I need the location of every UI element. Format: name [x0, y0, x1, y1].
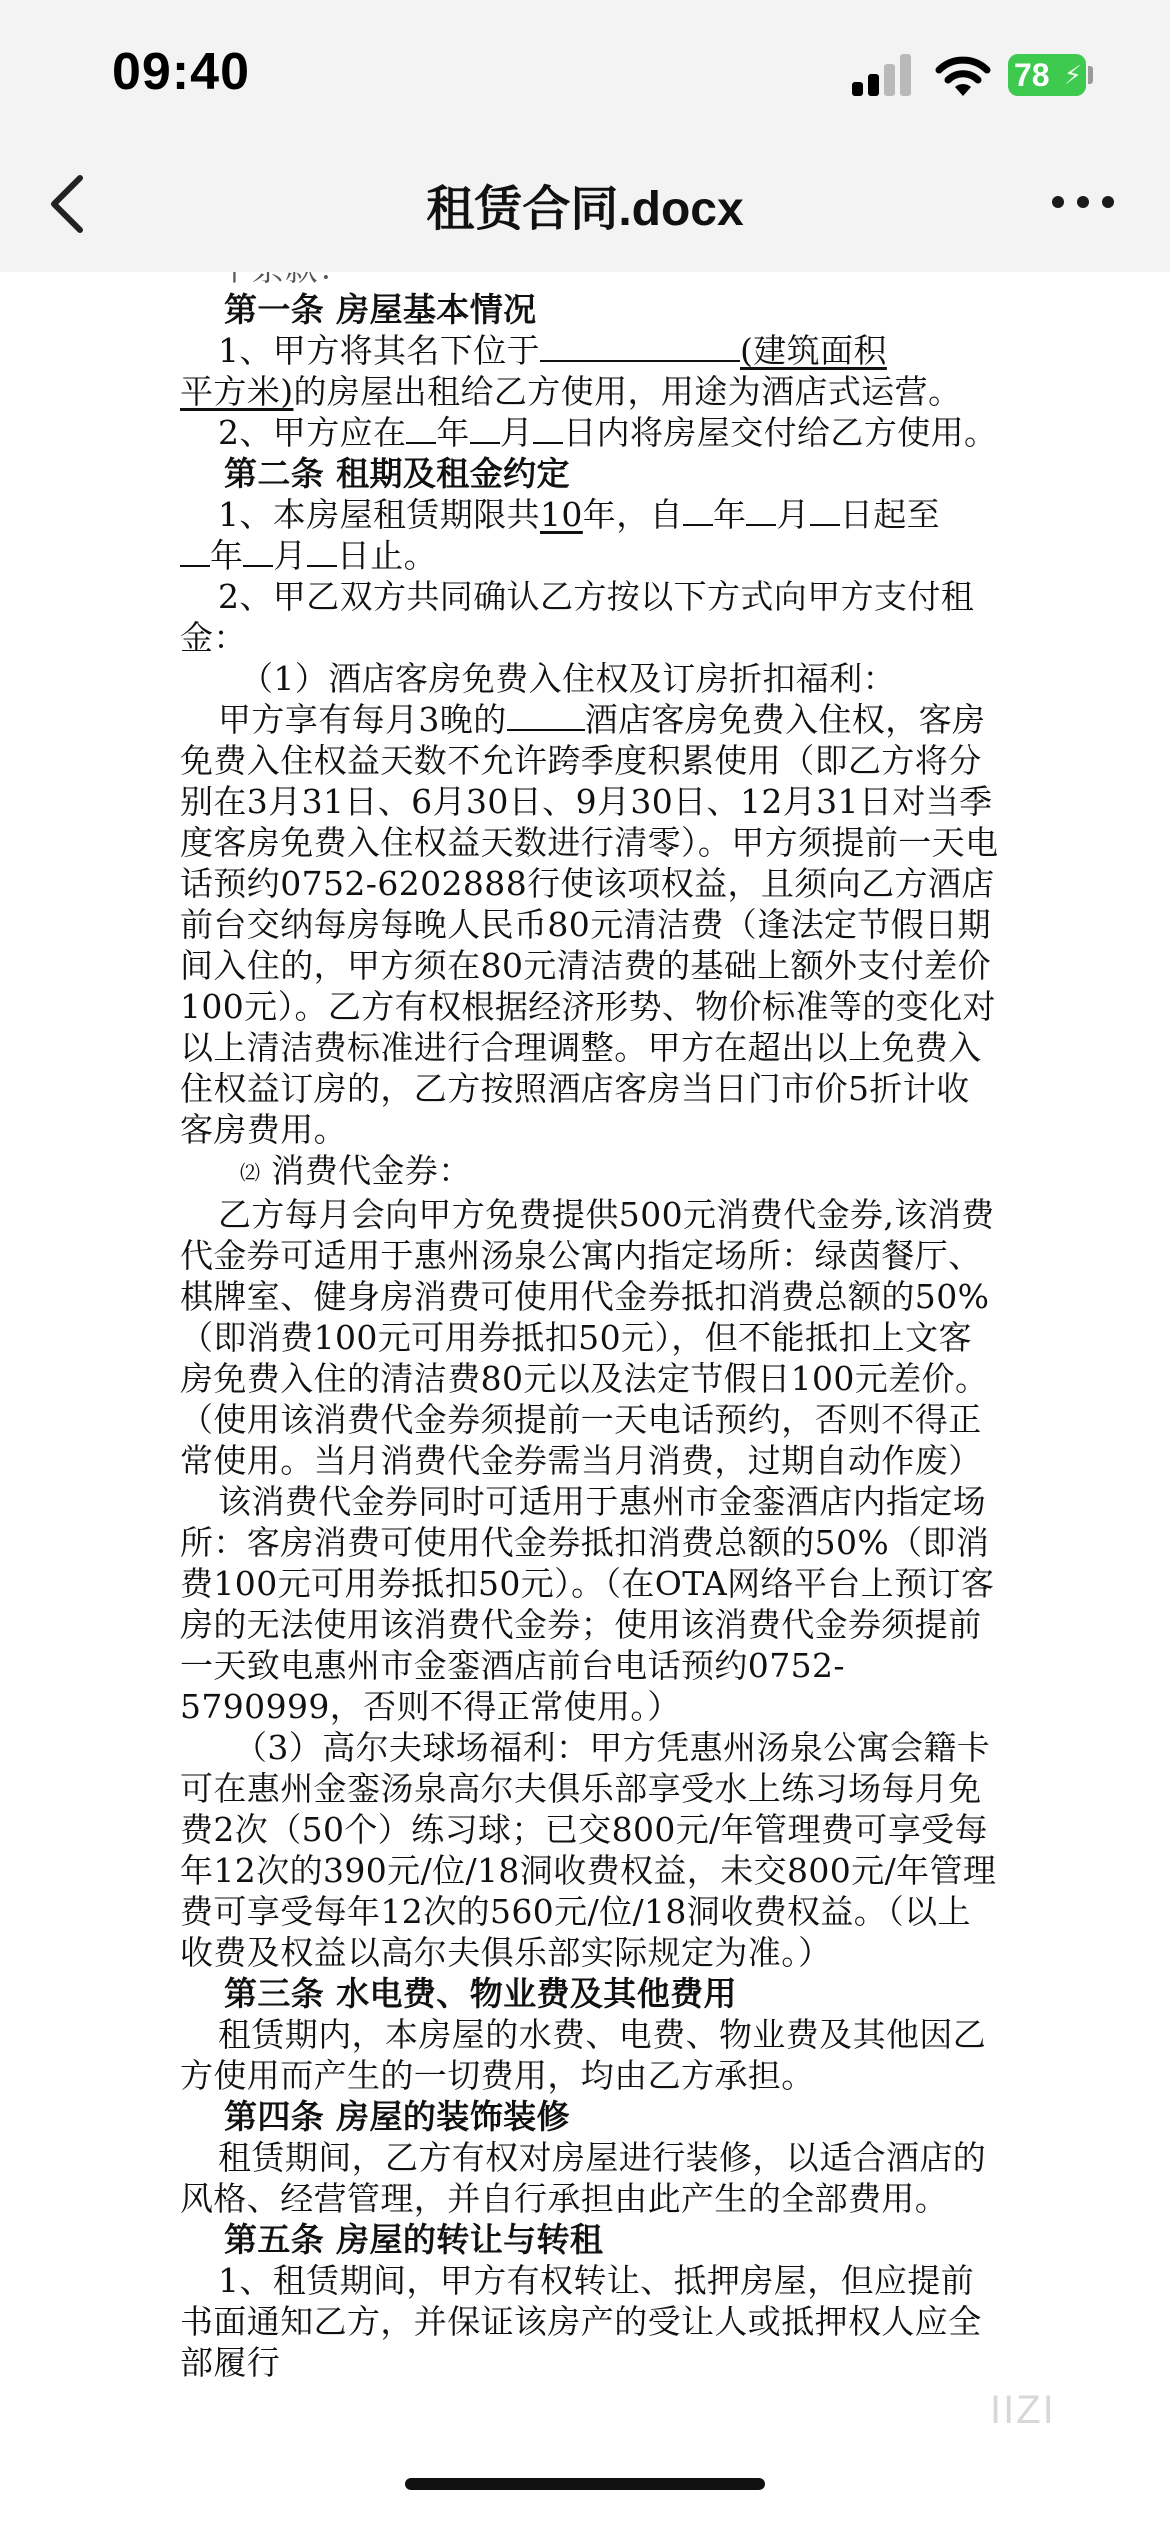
status-time: 09:40: [112, 43, 250, 101]
article1-clause2: 2、甲方应在 年 月 日内将房屋交付给乙方使用。: [218, 413, 998, 452]
article1-heading: 第一条 房屋基本情况: [224, 290, 537, 329]
article2-clause1: 1、本房屋租赁期限共10年，自 年 月 日起至 年 月 日止。: [180, 494, 1000, 576]
benefit2-title: ⑵ 消费代金券：: [240, 1151, 472, 1190]
article4-heading: 第四条 房屋的装饰装修: [224, 2096, 570, 2136]
charging-bolt-icon: ⚡: [1063, 60, 1082, 90]
benefit1-body: 甲方享有每月3晚的 酒店客房免费入住权，客房免费入住权益天数不允许跨季度积累使用（即乙方将分别在3月31日、6月30日、9月30日、12月31日对当季度客房免费入住权益天数进行清零）。甲方须提前一天电话预约0752-6202888行使该项权益，且须向乙方酒店前台交纳每房每晚人民币80元清洁费（逢法定节假日期间入住的，甲方须在80元清洁费的基础上额外支付差价100元）。乙方有权根据经济形势、物价标准等的变化对以上清洁费标准进行合理调整。甲方在超出以上免费入住权益订房的，乙方按照酒店客房当日门市价5折计收客房费用。: [180, 700, 999, 1149]
signal-icon: [852, 52, 912, 96]
article2-clause2: 2、甲乙双方共同确认乙方按以下方式向甲方支付租金：: [180, 577, 975, 657]
watermark: IIZI: [990, 2388, 1056, 2432]
benefit2-body2: 该消费代金券同时可适用于惠州市金銮酒店内指定场所：客房消费可使用代金券抵扣消费总额的50%（即消费100元可用券抵扣50元）。（在OTA网络平台上预订客房的无法使用该消费代金券；使用该消费代金券须提前一天致电惠州市金銮酒店前台电话预约0752-5790999，否则不得正常使用。）: [180, 1481, 995, 1726]
article5-heading: 第五条 房屋的转让与转租: [224, 2219, 604, 2259]
article4-body: 租赁期间，乙方有权对房屋进行装修，以适合酒店的风格、经营管理，并自行承担由此产生的全部费用。: [180, 2137, 987, 2218]
document-body: [180, 248, 1000, 2383]
home-indicator[interactable]: [405, 2478, 765, 2490]
top-bar: [0, 0, 1170, 272]
benefit3-body: （3）高尔夫球场福利：甲方凭惠州汤泉公寓会籍卡可在惠州金銮汤泉高尔夫俱乐部享受水上练习场每月免费2次（50个）练习球；已交800元/年管理费可享受每年12次的390元/位/18洞收费权益，未交800元/年管理费可享受每年12次的560元/位/18洞收费权益。（以上收费及权益以高尔夫俱乐部实际规定为准。）: [180, 1727, 997, 1972]
battery-icon: [1008, 54, 1086, 96]
more-horizontal-icon[interactable]: [1052, 196, 1116, 210]
article2-heading: 第二条 租期及租金约定: [224, 454, 570, 493]
document-title: 租赁合同.docx: [426, 183, 744, 236]
battery-level: 78: [1014, 57, 1050, 93]
article1-clause1: 1、甲方将其名下位于 (建筑面积 平方米)的房屋出租给乙方使用，用途为酒店式运营。: [180, 331, 962, 411]
article3-heading: 第三条 水电费、物业费及其他费用: [224, 1973, 737, 2013]
battery-cap: [1088, 66, 1093, 84]
benefit2-body1: 乙方每月会向甲方免费提供500元消费代金券,该消费代金券可适用于惠州汤泉公寓内指定场所：绿茵餐厅、棋牌室、健身房消费可使用代金券抵扣消费总额的50%（即消费100元可用券抵扣50元），但不能抵扣上文客房免费入住的清洁费80元以及法定节假日100元差价。（使用该消费代金券须提前一天电话预约，否则不得正常使用。当月消费代金券需当月消费，过期自动作废）: [180, 1194, 995, 1480]
benefit1-title: （1）酒店客房免费入住权及订房折扣福利：: [240, 659, 896, 698]
article3-body: 租赁期内，本房屋的水费、电费、物业费及其他因乙方使用而产生的一切费用，均由乙方承担。: [180, 2014, 987, 2095]
wifi-icon: [934, 54, 992, 98]
article5-clause1: 1、租赁期间，甲方有权转让、抵押房屋，但应提前书面通知乙方，并保证该房产的受让人或抵押权人应全部履行: [180, 2260, 982, 2382]
